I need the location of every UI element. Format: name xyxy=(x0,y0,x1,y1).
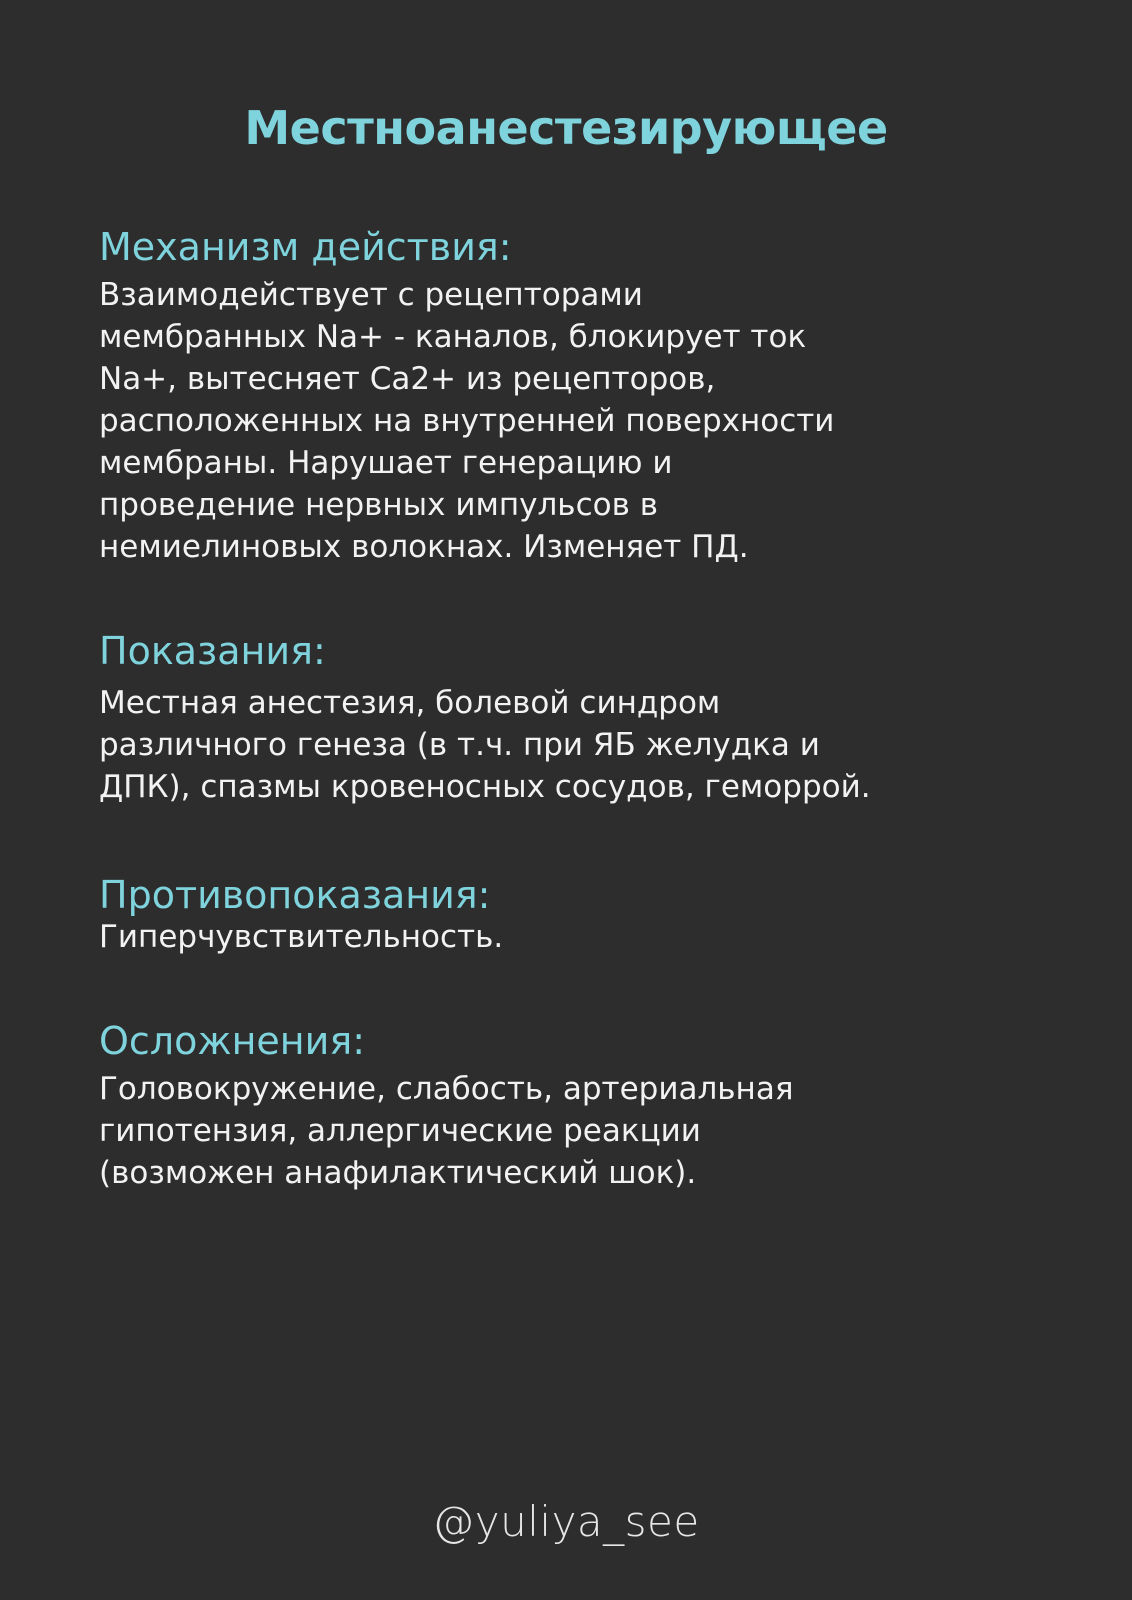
section-heading: Механизм действия: xyxy=(99,225,512,269)
section-mechanism xyxy=(99,222,1059,568)
body-line: Местная анестезия, болевой синдром xyxy=(99,685,721,721)
section-complications xyxy=(99,1016,1059,1194)
body-line: Гиперчувствительность. xyxy=(99,919,504,955)
page-title: Местноанестезирующее xyxy=(244,101,888,155)
body-line: (возможен анафилактический шок). xyxy=(99,1155,697,1191)
body-line: немиелиновых волокнах. Изменяет ПД. xyxy=(99,529,749,565)
body-line: мембраны. Нарушает генерацию и xyxy=(99,445,673,481)
body-line: ДПК), спазмы кровеносных сосудов, геморрой. xyxy=(99,769,871,805)
body-line: Na+, вытесняет Ca2+ из рецепторов, xyxy=(99,361,716,397)
section-body xyxy=(99,916,1059,958)
body-line: Головокружение, слабость, артериальная xyxy=(99,1071,794,1107)
body-line: Взаимодействует с рецепторами xyxy=(99,277,643,313)
body-line: гипотензия, аллергические реакции xyxy=(99,1113,701,1149)
section-heading: Показания: xyxy=(99,629,326,673)
section-heading: Осложнения: xyxy=(99,1019,365,1063)
body-line: мембранных Na+ - каналов, блокирует ток xyxy=(99,319,807,355)
body-line: различного генеза (в т.ч. при ЯБ желудка и xyxy=(99,727,820,763)
section-body xyxy=(99,274,1059,568)
author-handle: @yuliya_see xyxy=(432,1497,700,1546)
section-contraindications xyxy=(99,870,1059,958)
section-body xyxy=(99,1068,1059,1194)
section-indications xyxy=(99,626,1059,808)
body-line: проведение нервных импульсов в xyxy=(99,487,658,523)
section-heading: Противопоказания: xyxy=(99,873,491,917)
section-body xyxy=(99,682,1059,808)
body-line: расположенных на внутренней поверхности xyxy=(99,403,835,439)
